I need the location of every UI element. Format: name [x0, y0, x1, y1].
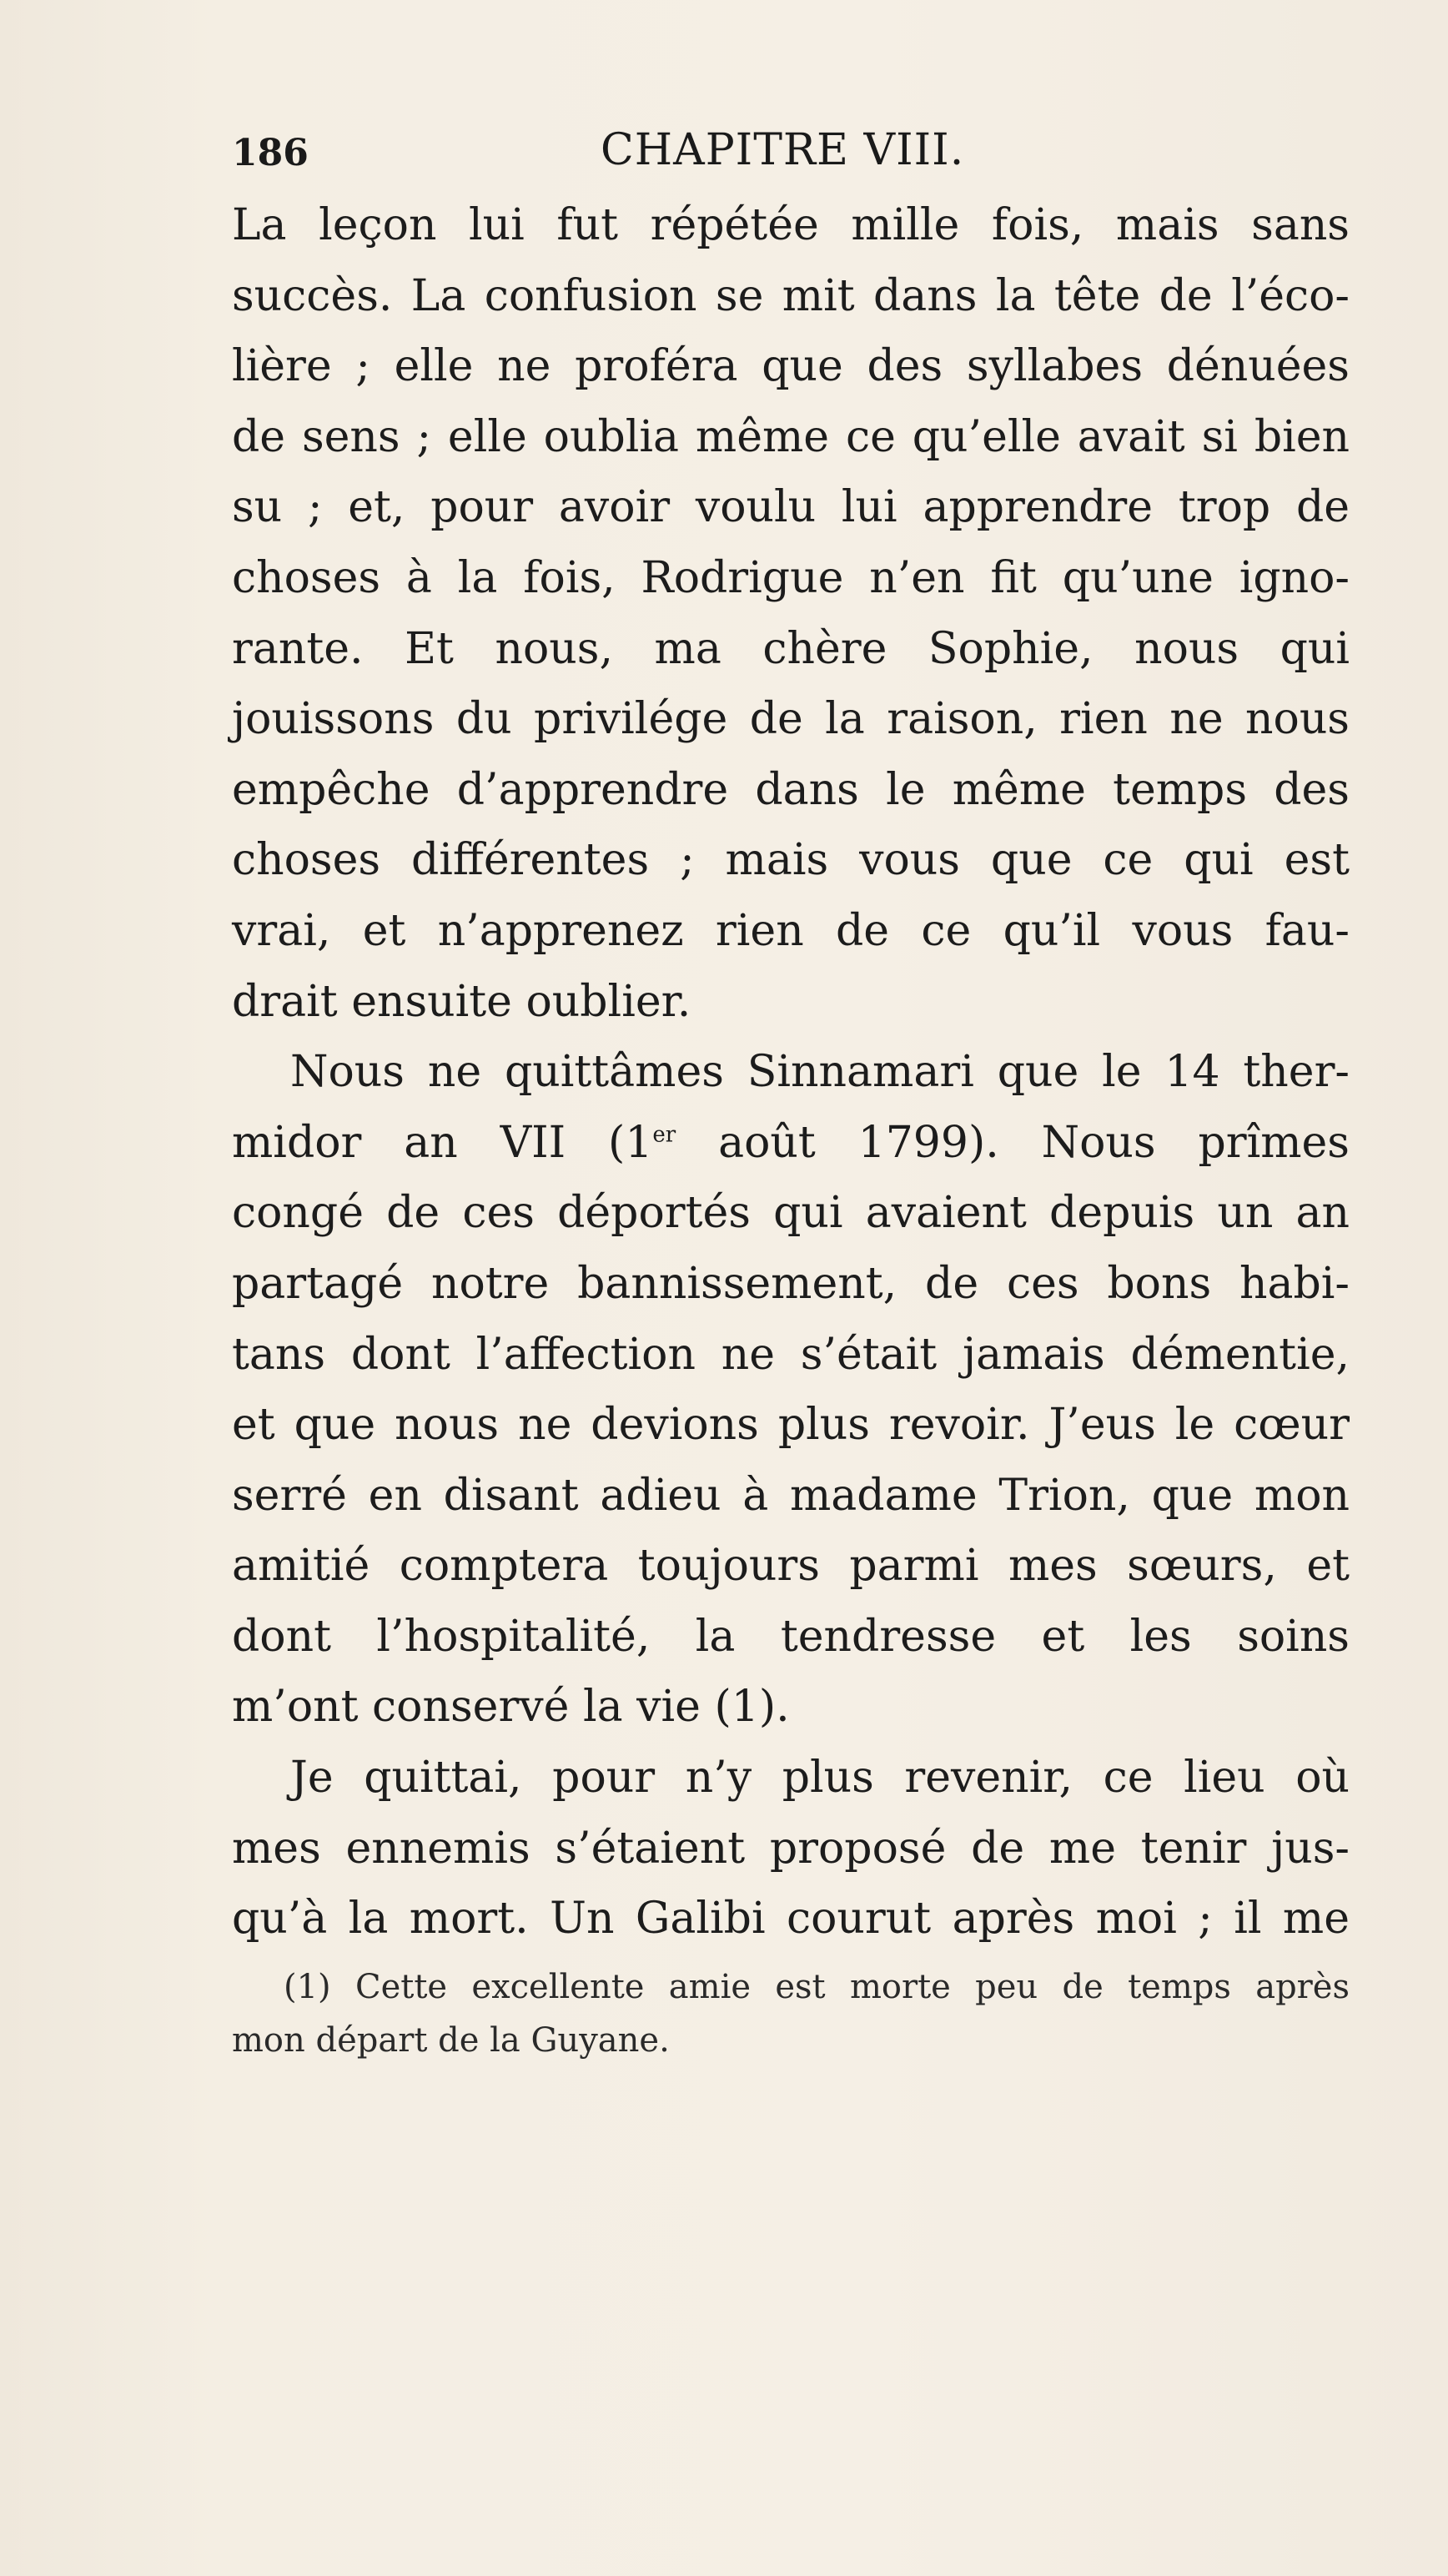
text-line: amitié comptera toujours parmi mes sœurs, et — [232, 1541, 1350, 1592]
text-line: empêche d’apprendre dans le même temps des — [232, 764, 1350, 815]
text-line: et que nous ne devions plus revoir. J’eus le cœur — [232, 1400, 1350, 1451]
text-line: tans dont l’affection ne s’était jamais démentie, — [232, 1329, 1350, 1380]
text-line: vrai, et n’apprenez rien de ce qu’il vous fau- — [232, 905, 1350, 956]
running-head: CHAPITRE VIII. — [601, 125, 965, 175]
superscript: er — [652, 1122, 676, 1148]
text-line: mes ennemis s’étaient proposé de me tenir jus- — [232, 1823, 1350, 1874]
text-line: congé de ces déportés qui avaient depuis un an — [232, 1188, 1350, 1239]
text-line: su ; et, pour avoir voulu lui apprendre trop de — [232, 482, 1350, 533]
footnote — [232, 1960, 1350, 2067]
text-line: de sens ; elle oublia même ce qu’elle avait si bien — [232, 411, 1350, 462]
text-segment: midor an VII (1 — [232, 1117, 653, 1168]
text-line: m’ont conservé la vie (1). — [232, 1682, 790, 1733]
text-line: partagé notre bannissement, de ces bons habi- — [232, 1258, 1350, 1309]
page-number: 186 — [232, 132, 309, 174]
text-line: serré en disant adieu à madame Trion, que mon — [232, 1470, 1350, 1521]
text-line: jouissons du privilége de la raison, rien ne nous — [232, 694, 1350, 745]
text-line: Je quittai, pour n’y plus revenir, ce lieu où — [290, 1753, 1350, 1804]
text-line: dont l’hospitalité, la tendresse et les soins — [232, 1611, 1350, 1662]
text-line: lière ; elle ne proféra que des syllabes dénuées — [232, 341, 1350, 392]
text-line: choses à la fois, Rodrigue n’en fit qu’une igno- — [232, 552, 1350, 603]
text-line: choses différentes ; mais vous que ce qui est — [232, 835, 1350, 886]
text-line: qu’à la mort. Un Galibi courut après moi ; il me — [232, 1894, 1350, 1945]
page-header — [232, 125, 1350, 184]
text-segment: août 1799). Nous prîmes — [676, 1117, 1350, 1168]
text-line: La leçon lui fut répétée mille fois, mais sans — [232, 200, 1350, 250]
text-line: Nous ne quittâmes Sinnamari que le 14 ther- — [290, 1047, 1350, 1098]
footnote-line: (1) Cette excellente amie est morte peu de temps après — [284, 1968, 1350, 2006]
text-line — [232, 1108, 1350, 1179]
body-text — [232, 190, 1350, 1955]
text-line: succès. La confusion se mit dans la tête de l’éco- — [232, 270, 1350, 321]
text-line: rante. Et nous, ma chère Sophie, nous qui — [232, 623, 1350, 674]
text-line: drait ensuite oublier. — [232, 976, 691, 1027]
footnote-line: mon départ de la Guyane. — [232, 2021, 670, 2060]
